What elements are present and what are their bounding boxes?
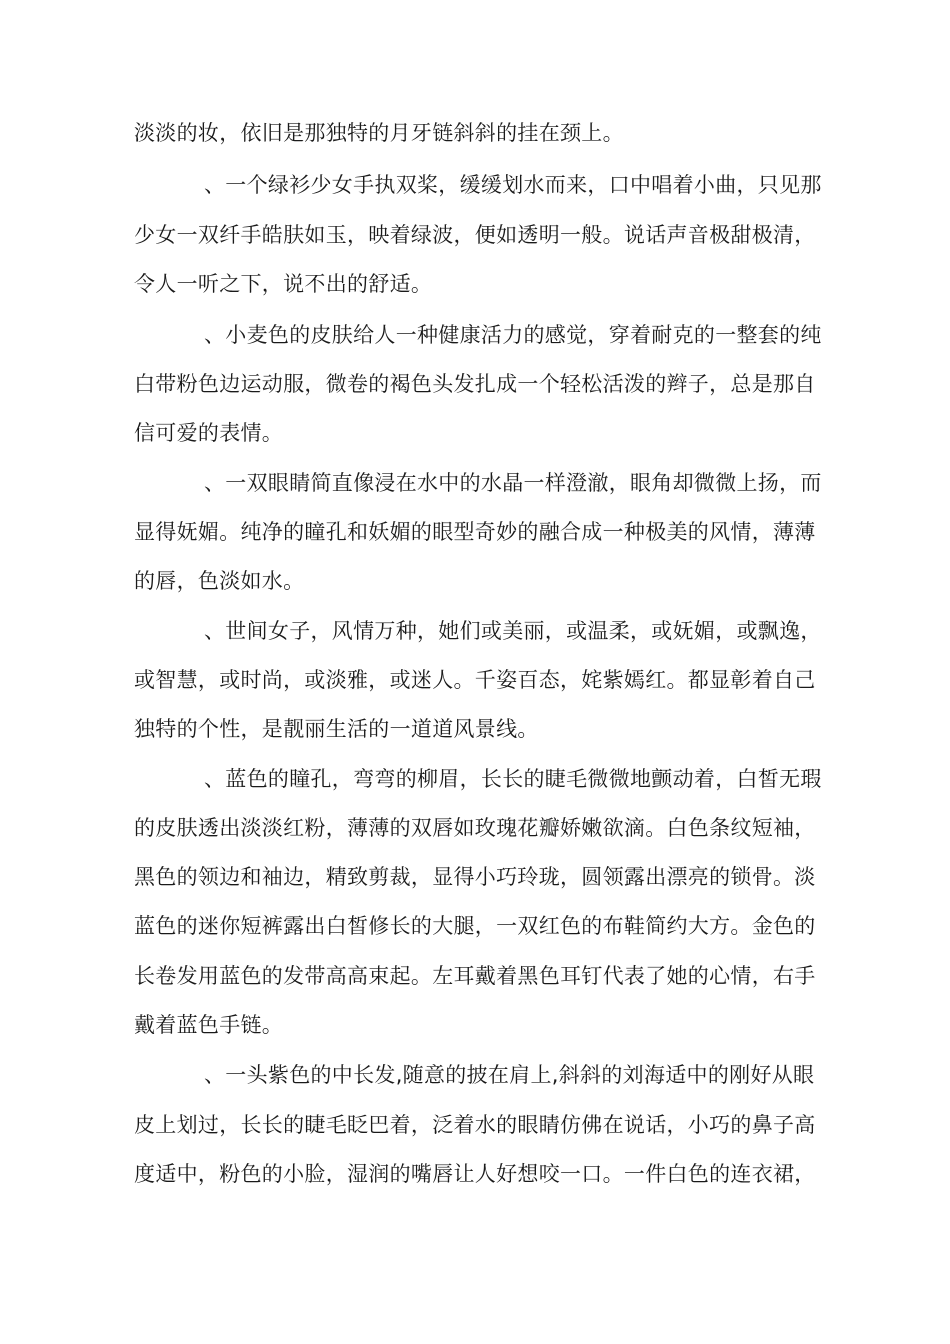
paragraph-7-line-3: 度适中，粉色的小脸，湿润的嘴唇让人好想咬一口。一件白色的连衣裙， [134, 1162, 816, 1186]
paragraph-4-line-2: 显得妩媚。纯净的瞳孔和妖媚的眼型奇妙的融合成一种极美的风情，薄薄 [134, 520, 816, 544]
paragraph-2-line-2: 少女一双纤手皓肤如玉，映着绿波，便如透明一般。说话声音极甜极清， [134, 223, 816, 247]
paragraph-5-line-2: 或智慧，或时尚，或淡雅，或迷人。千姿百态，姹紫嫣红。都显彰着自己 [134, 668, 816, 692]
paragraph-7-line-2: 皮上划过，长长的睫毛眨巴着，泛着水的眼睛仿佛在说话，小巧的鼻子高 [134, 1113, 816, 1137]
paragraph-6-line-4: 蓝色的迷你短裤露出白皙修长的大腿，一双红色的布鞋简约大方。金色的 [134, 914, 816, 938]
paragraph-6-line-6: 戴着蓝色手链。 [134, 1013, 284, 1037]
paragraph-1-line-1: 淡淡的妆，依旧是那独特的月牙链斜斜的挂在颈上。 [134, 121, 624, 145]
paragraph-4-line-1: 、一双眼睛简直像浸在水中的水晶一样澄澈，眼角却微微上扬，而 [204, 471, 822, 495]
paragraph-4-line-3: 的唇，色淡如水。 [134, 569, 305, 593]
paragraph-6-line-5: 长卷发用蓝色的发带高高束起。左耳戴着黑色耳钉代表了她的心情，右手 [134, 964, 816, 988]
paragraph-6-line-1: 、蓝色的瞳孔，弯弯的柳眉，长长的睫毛微微地颤动着，白皙无瑕 [204, 767, 822, 791]
paragraph-7-line-1: 、一头紫色的中长发,随意的披在肩上,斜斜的刘海适中的刚好从眼 [204, 1063, 815, 1087]
paragraph-3-line-1: 、小麦色的皮肤给人一种健康活力的感觉，穿着耐克的一整套的纯 [204, 323, 822, 347]
paragraph-2-line-1: 、一个绿衫少女手执双桨，缓缓划水而来，口中唱着小曲，只见那 [204, 173, 822, 197]
paragraph-3-line-3: 信可爱的表情。 [134, 421, 284, 445]
paragraph-2-line-3: 令人一听之下，说不出的舒适。 [134, 272, 433, 296]
paragraph-6-line-3: 黑色的领边和袖边，精致剪裁，显得小巧玲珑，圆领露出漂亮的锁骨。淡 [134, 865, 816, 889]
paragraph-6-line-2: 的皮肤透出淡淡红粉，薄薄的双唇如玫瑰花瓣娇嫩欲滴。白色条纹短袖， [134, 816, 816, 840]
paragraph-5-line-1: 、世间女子，风情万种，她们或美丽，或温柔，或妩媚，或飘逸， [204, 619, 822, 643]
paragraph-3-line-2: 白带粉色边运动服，微卷的褐色头发扎成一个轻松活泼的辫子，总是那自 [134, 372, 816, 396]
paragraph-5-line-3: 独特的个性，是靓丽生活的一道道风景线。 [134, 717, 539, 741]
